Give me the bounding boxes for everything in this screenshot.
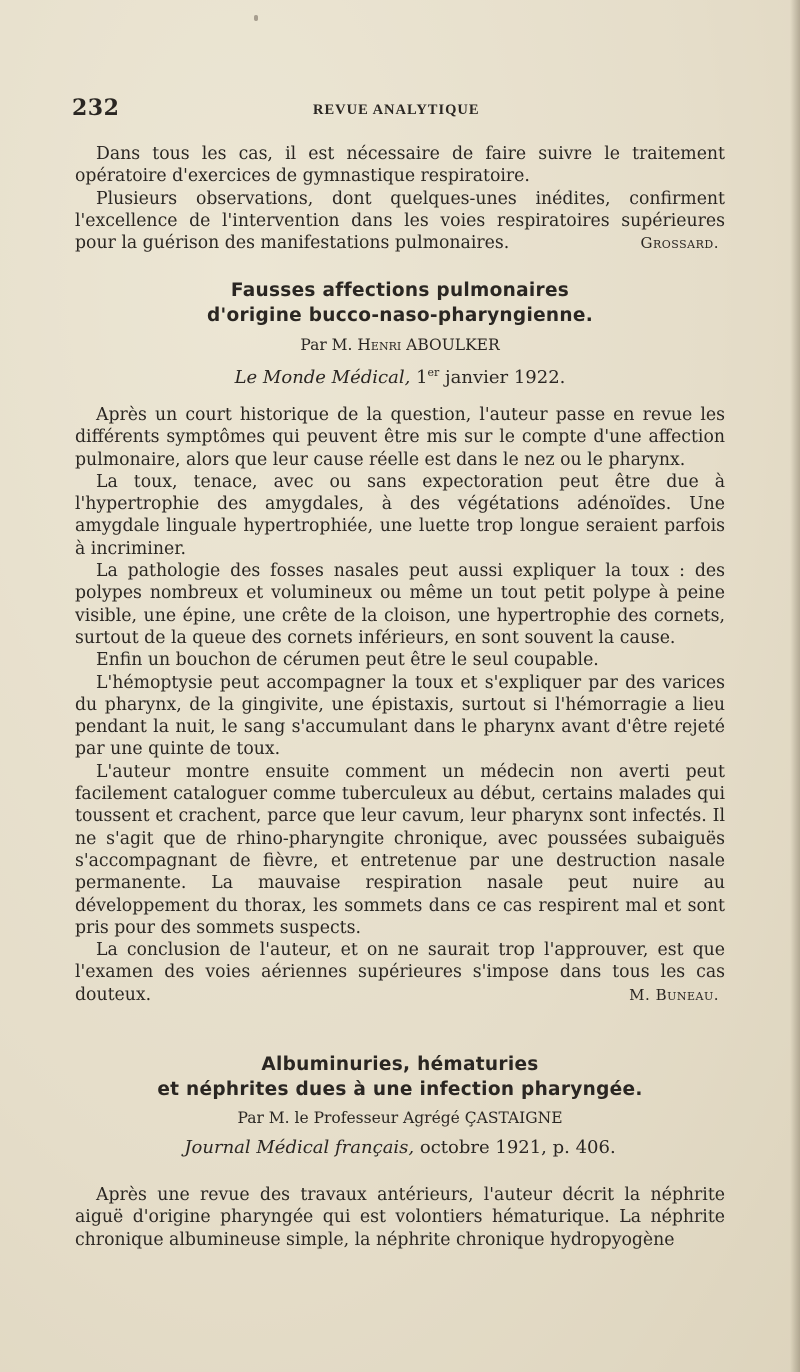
body-paragraph: L'hémoptysie peut accompagner la toux et s'expliquer par des varices du pharynx, de la gingivite, une épistaxis, surtout si l'hémorragie a lieu pendant la nuit, le sang s'accumulant dans le pharynx avant d'être rejeté par une quinte de toux. [75,672,725,760]
body-paragraph-text: La conclusion de l'auteur, et on ne saurait trop l'approuver, est que l'examen des voies aériennes supérieures s'impose dans tous les cas douteux. [75,940,725,1005]
body-paragraph [75,939,725,1006]
byline-prefix: Par M. [300,336,353,354]
page-number: 232 [72,95,120,121]
article-title-line: et néphrites dues à une infection pharyngée. [157,1079,643,1100]
intro-paragraph [75,188,725,255]
signature-buneau: M. Buneau. [629,985,719,1004]
source-date: janvier 1922. [445,367,566,388]
running-title: REVUE ANALYTIQUE [313,102,480,118]
article-byline: Par M. le Professeur Agrégé ÇASTAIGNE [237,1109,563,1127]
source-date: octobre 1921, p. 406. [419,1137,616,1158]
journal-name: Journal Médical français, [184,1137,415,1158]
article-byline [75,335,725,355]
author-first-name: Henri [357,336,402,354]
article-title [75,278,725,328]
article-title [75,1052,725,1102]
page-edge-shadow [790,0,800,1372]
author-last-name: ABOULKER [406,336,500,354]
body-paragraph: La pathologie des fosses nasales peut aussi expliquer la toux : des polypes nombreux et volumineux ou même un tout petit polype à peine visible, une épine, une crête de la cloison, une hypertrophie des cornets, surtout de la queue des cornets inférieurs, en sont souvent la cause. [75,561,725,648]
intro-paragraph: Dans tous les cas, il est nécessaire de faire suivre le traitement opératoire d'exercices de gymnastique respiratoire. [75,144,725,187]
signature-grossard: Grossard. [640,234,719,253]
body-paragraph: La toux, tenace, avec ou sans expectoration peut être due à l'hypertrophie des amygdales, à des végétations adénoïdes. Une amygdale linguale hypertrophiée, une luette trop longue seraient parfois à incriminer. [75,471,725,559]
source-day: 1 [416,367,428,388]
article-title-line: Fausses affections pulmonaires [230,280,570,301]
intro-text [75,143,725,254]
article-source [75,1136,725,1160]
article-body [75,1184,725,1251]
article-body [75,404,725,1006]
article-title-line: d'origine bucco-naso-pharyngienne. [206,305,594,326]
ink-spot [254,15,258,21]
body-paragraph: Enfin un bouchon de cérumen peut être le seul coupable. [96,650,599,671]
body-paragraph: L'auteur montre ensuite comment un médecin non averti peut facilement cataloguer comme tuberculeux au début, certains malades qui toussent et crachent, parce que leur cavum, leur pharynx sont infectés. Il ne s'agit que de rhino-pharyngite chronique, avec poussées subaiguës s'accompagnant de fièvre, et entretenue par une destruction nasale permanente. La mauvaise respiration nasale peut nuire au développement du thorax, les sommets dans ce cas respirent mal et sont pris pour des sommets suspects. [75,761,725,938]
body-paragraph: Après une revue des travaux antérieurs, l'auteur décrit la néphrite aiguë d'origine pharyngée qui est volontiers hématurique. La néphrite chronique albumineuse simple, la néphrite chronique hydropyogène [75,1185,725,1250]
article-source [75,361,725,390]
article-title-line: Albuminuries, hématuries [261,1054,539,1075]
body-paragraph: Après un court historique de la question, l'auteur passe en revue les différents symptômes qui peuvent être mis sur le compte d'une affection pulmonaire, alors que leur cause réelle est dans le nez ou le pharynx. [75,405,725,470]
source-day-sup: er [427,366,440,379]
intro-paragraph-text: Plusieurs observations, dont quelques-unes inédites, confirment l'excellence de l'intervention dans les voies respiratoires supérieures pour la guérison des manifestations pulmonaires. [75,188,725,254]
journal-name: Le Monde Médical, [234,367,411,388]
page-header [72,95,732,125]
